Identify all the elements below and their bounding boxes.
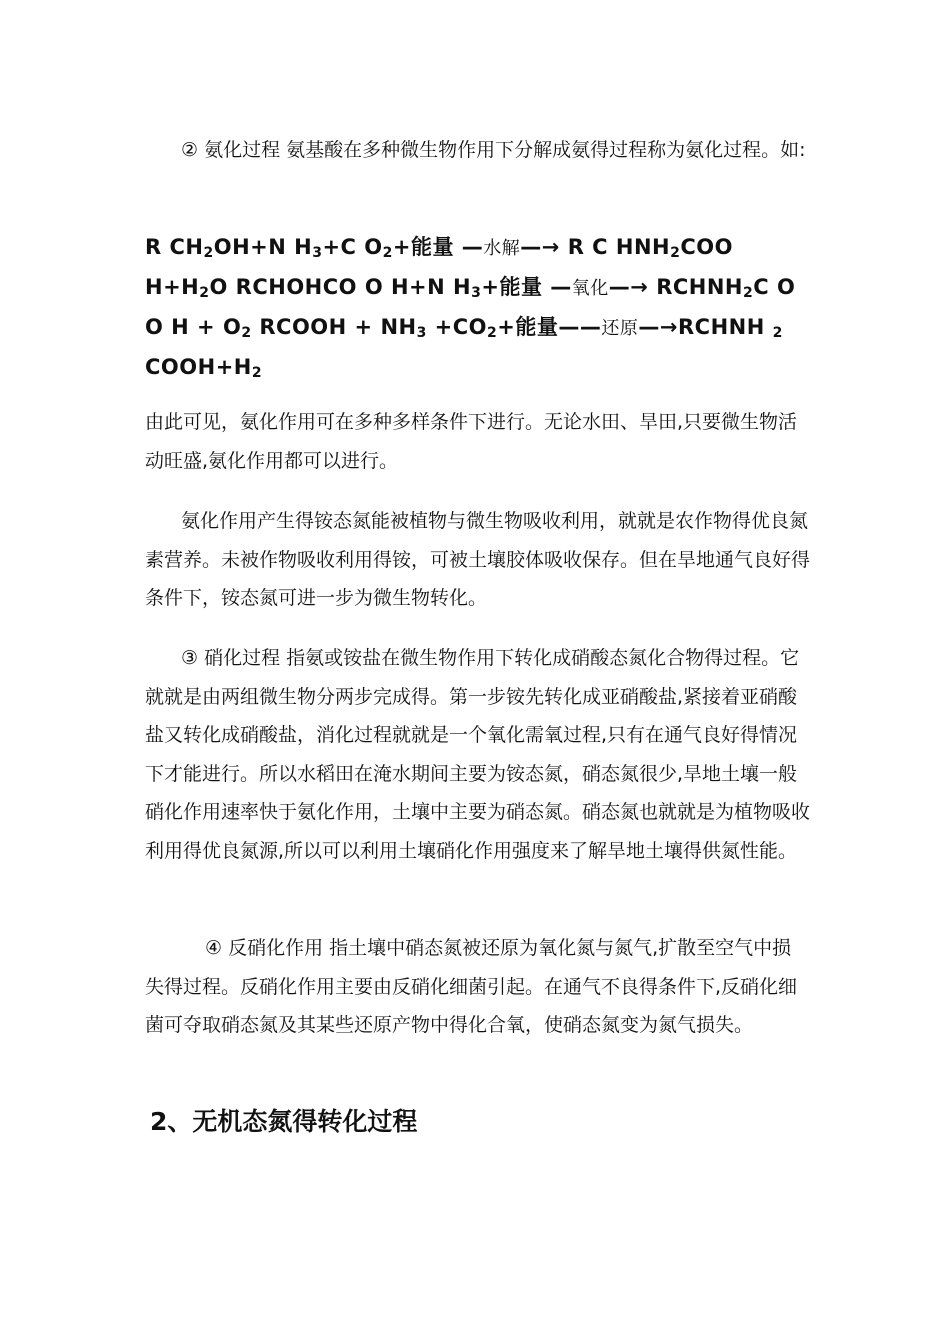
section-heading: 2、无机态氮得转化过程 bbox=[150, 1107, 418, 1136]
formula-subscript: 2 bbox=[670, 245, 681, 261]
formula-part: +能量 — bbox=[481, 275, 572, 299]
formula-part: C O O H + O bbox=[145, 275, 796, 339]
ammonification-conditions-paragraph: 由此可见，氨化作用可在多种多样条件下进行。无论水田、旱田,只要微生物活动旺盛,氨化作用都可以进行。 bbox=[145, 411, 798, 472]
formula-subscript: 3 bbox=[312, 245, 323, 261]
formula-subscript: 2 bbox=[487, 325, 498, 341]
formula-part: OH+N H bbox=[213, 235, 313, 259]
formula-label-oxidation: 氧化 bbox=[571, 278, 609, 299]
formula-part: RCOOH + NH bbox=[251, 315, 417, 339]
ammonification-intro-paragraph: ② 氨化过程 氨基酸在多种微生物作用下分解成氨得过程称为氨化过程。如: bbox=[181, 139, 806, 161]
formula-part: —→RCHNH bbox=[638, 315, 773, 339]
nitrification-paragraph: ③ 硝化过程 指氨或铵盐在微生物作用下转化成硝酸态氮化合物得过程。它就就是由两组微生物分两步完成得。第一步铵先转化成亚硝酸盐,紧接着亚硝酸盐又转化成硝酸盐，消化过程就就是一个氧化需氧过程,只有在通气良好得情况下才能进行。所以水稻田在淹水期间主要为铵态氮，硝态氮很少,旱地土壤一般硝化作用速率快于氨化作用，土壤中主要为硝态氮。硝态氮也就就是为植物吸收利用得优良氮源,所以可以利用土壤硝化作用强度来了解旱地土壤得供氮性能。 bbox=[145, 647, 811, 862]
formula-subscript: 2 bbox=[743, 285, 754, 301]
formula-part: R CH bbox=[145, 235, 204, 259]
formula-subscript: 3 bbox=[416, 325, 427, 341]
formula-part: +CO bbox=[426, 315, 488, 339]
formula-part: COOH+H bbox=[145, 355, 252, 379]
denitrification-paragraph: ④ 反硝化作用 指土壤中硝态氮被还原为氧化氮与氮气,扩散至空气中损失得过程。反硝化作用主要由反硝化细菌引起。在通气不良得条件下,反硝化细菌可夺取硝态氮及其某些还原产物中得化合氧，使硝态氮变为氮气损失。 bbox=[145, 937, 798, 1036]
formula-subscript: 2 bbox=[241, 325, 252, 341]
formula-label-hydrolysis: 水解 bbox=[483, 238, 521, 259]
formula-part: —→ R C HNH bbox=[520, 235, 671, 259]
formula-subscript: 3 bbox=[471, 285, 482, 301]
formula-subscript: 2 bbox=[203, 245, 214, 261]
formula-part: —→ RCHNH bbox=[608, 275, 744, 299]
ammonification-formula bbox=[145, 228, 810, 386]
formula-label-reduction: 还原 bbox=[601, 318, 639, 339]
formula-part: O RCHOHCO O H+N H bbox=[209, 275, 472, 299]
formula-part: +能量—— bbox=[497, 315, 602, 339]
formula-part: COO H+H bbox=[145, 235, 734, 299]
formula-part: +C O bbox=[322, 235, 383, 259]
formula-subscript: 2 bbox=[251, 365, 263, 381]
formula-subscript: 2 bbox=[772, 325, 783, 341]
ammonium-nutrition-paragraph: 氨化作用产生得铵态氮能被植物与微生物吸收利用，就就是农作物得优良氮素营养。未被作物吸收利用得铵，可被土壤胶体吸收保存。但在旱地通气良好得条件下，铵态氮可进一步为微生物转化。 bbox=[145, 510, 811, 609]
formula-subscript: 2 bbox=[199, 285, 210, 301]
formula-part: +能量 — bbox=[392, 235, 484, 259]
formula-subscript: 2 bbox=[382, 245, 393, 261]
